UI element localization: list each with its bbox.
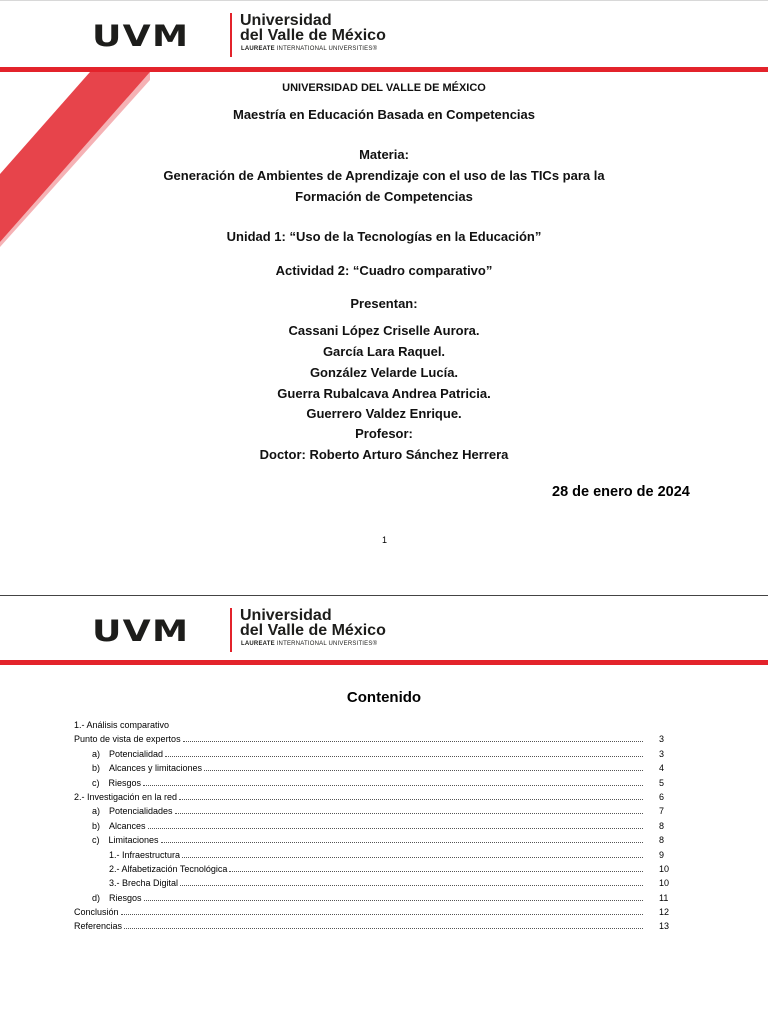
toc-entry-page: 3	[659, 734, 665, 745]
toc-entry-page: 9	[659, 849, 665, 860]
toc-entry-page: 10	[659, 863, 670, 874]
toc-entry[interactable]	[74, 919, 674, 933]
toc-entry-label: Referencias	[74, 921, 123, 932]
toc-leader-dots	[148, 828, 643, 829]
toc-entry-page: 3	[659, 748, 665, 759]
toc-entry-page: 8	[659, 835, 665, 846]
toc-entry-page: 5	[659, 777, 665, 788]
toc-leader-dots	[144, 900, 643, 901]
page-number: 1	[382, 535, 388, 545]
toc-leader-dots	[183, 741, 643, 742]
presenter-name: González Velarde Lucía.	[309, 365, 459, 380]
toc-entry-page: 7	[659, 806, 665, 817]
toc-entry-page: 8	[659, 820, 665, 831]
logo-name-line2: del Valle de México	[240, 27, 386, 44]
table-of-contents	[74, 718, 674, 934]
toc-leader-dots	[229, 871, 643, 872]
toc-entry-label: Punto de vista de expertos	[74, 734, 181, 745]
university-name: UNIVERSIDAD DEL VALLE DE MÉXICO	[282, 82, 486, 94]
toc-entry[interactable]	[74, 833, 674, 847]
toc-leader-dots	[124, 928, 643, 929]
toc-entry-page: 11	[659, 892, 669, 903]
toc-entry-label: 2.- Alfabetización Tecnológica	[109, 863, 228, 874]
toc-entry-label: a) Potencialidad	[92, 748, 164, 759]
toc-leader-dots	[182, 857, 643, 858]
toc-entry-label: 3.- Brecha Digital	[109, 878, 179, 889]
logo-separator	[230, 608, 232, 652]
toc-entry-page: 13	[659, 921, 670, 932]
logo-separator	[230, 13, 232, 57]
presenters-label: Presentan:	[350, 296, 418, 311]
toc-entry-label: b) Alcances	[92, 820, 146, 831]
document-date: 28 de enero de 2024	[552, 484, 690, 500]
toc-leader-dots	[165, 756, 643, 757]
header-red-bar	[0, 660, 768, 665]
toc-entry-label: c) Limitaciones	[92, 835, 159, 846]
toc-entry[interactable]	[74, 876, 674, 890]
toc-entry[interactable]	[74, 761, 674, 775]
toc-entry[interactable]	[74, 790, 674, 804]
logo-tagline: LAUREATE INTERNATIONAL UNIVERSITIES®	[241, 641, 378, 647]
uvm-logo	[92, 13, 402, 59]
toc-entry-label: 1.- Análisis comparativo	[74, 720, 170, 730]
presenter-name: Guerra Rubalcava Andrea Patricia.	[277, 386, 491, 401]
uvm-logo	[92, 608, 402, 654]
toc-leader-dots	[204, 770, 643, 771]
logo-tagline: LAUREATE INTERNATIONAL UNIVERSITIES®	[241, 46, 378, 52]
logo-name-line2: del Valle de México	[240, 622, 386, 639]
toc-entry[interactable]	[74, 862, 674, 876]
toc-entry-label: 1.- Infraestructura	[109, 849, 181, 860]
toc-leader-dots	[180, 885, 643, 886]
toc-entry-page: 4	[659, 763, 665, 774]
toc-entry[interactable]	[74, 804, 674, 818]
toc-entry-page: 12	[659, 907, 670, 918]
toc-leader-dots	[179, 799, 643, 800]
logo-mark: UVM	[92, 614, 190, 648]
toc-entry[interactable]	[74, 718, 674, 732]
presenter-name: Cassani López Criselle Aurora.	[288, 323, 480, 338]
toc-leader-dots	[161, 842, 643, 843]
materia-line1: Generación de Ambientes de Aprendizaje con el uso de las TICs para la	[163, 168, 605, 183]
materia-line2: Formación de Competencias	[295, 189, 473, 204]
toc-entry[interactable]	[74, 819, 674, 833]
toc-entry[interactable]	[74, 732, 674, 746]
toc-leader-dots	[143, 785, 643, 786]
toc-entry-label: b) Alcances y limitaciones	[92, 763, 203, 774]
logo-name-line1: Universidad	[240, 12, 332, 29]
toc-entry[interactable]	[74, 848, 674, 862]
toc-leader-dots	[121, 914, 643, 915]
presenter-name: Guerrero Valdez Enrique.	[306, 406, 462, 421]
toc-entry-label: a) Potencialidades	[92, 806, 173, 817]
toc-entry-label: d) Riesgos	[92, 892, 142, 903]
contents-page	[0, 595, 768, 1025]
presenter-name: García Lara Raquel.	[322, 344, 446, 359]
toc-entry-label: Conclusión	[74, 907, 119, 918]
toc-entry-label: 2.- Investigación en la red	[74, 791, 178, 802]
toc-entry[interactable]	[74, 747, 674, 761]
logo-mark: UVM	[92, 19, 190, 53]
toc-entry[interactable]	[74, 776, 674, 790]
toc-entry-page: 6	[659, 791, 665, 802]
unit-title: Unidad 1: “Uso de la Tecnologías en la Educación”	[226, 229, 542, 244]
toc-entry[interactable]	[74, 905, 674, 919]
activity-title: Actividad 2: “Cuadro comparativo”	[275, 263, 493, 278]
materia-label: Materia:	[359, 147, 409, 162]
professor-name: Doctor: Roberto Arturo Sánchez Herrera	[259, 447, 509, 462]
toc-title: Contenido	[346, 689, 422, 706]
toc-entry-label: c) Riesgos	[92, 777, 142, 788]
professor-label: Profesor:	[355, 426, 413, 441]
toc-leader-dots	[175, 813, 643, 814]
toc-entry-page: 10	[659, 878, 670, 889]
program-name: Maestría en Educación Basada en Competencias	[233, 107, 535, 122]
logo-name-line1: Universidad	[240, 607, 332, 624]
toc-entry[interactable]	[74, 891, 674, 905]
